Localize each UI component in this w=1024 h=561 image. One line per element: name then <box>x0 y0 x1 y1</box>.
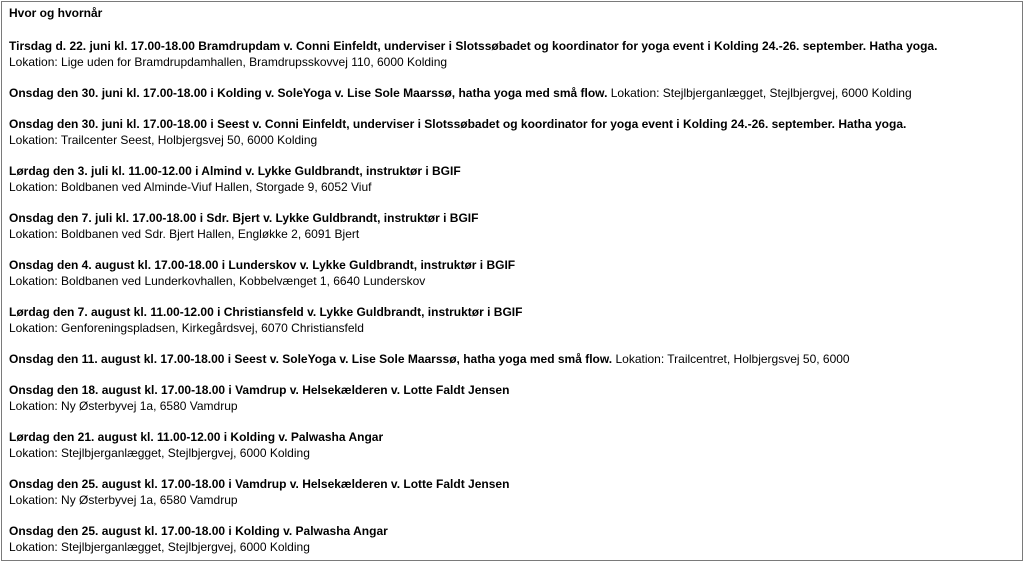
event-title: Onsdag den 7. juli kl. 17.00-18.00 i Sdr. Bjert v. Lykke Guldbrandt, instruktør i BGIF <box>9 211 479 225</box>
event-item <box>9 429 1022 461</box>
event-location: Lokation: Trailcentret, Holbjergsvej 50, 6000 <box>615 352 850 366</box>
event-location: Lokation: Stejlbjerganlægget, Stejlbjergvej, 6000 Kolding <box>610 86 912 100</box>
schedule-document <box>1 1 1023 561</box>
event-item <box>9 351 1022 367</box>
event-title: Onsdag den 4. august kl. 17.00-18.00 i Lunderskov v. Lykke Guldbrandt, instruktør i BGIF <box>9 258 516 272</box>
event-item <box>9 163 1022 195</box>
event-item <box>9 210 1022 242</box>
event-location: Lokation: Lige uden for Bramdrupdamhallen, Bramdrupsskovvej 110, 6000 Kolding <box>9 55 448 69</box>
event-title: Onsdag den 25. august kl. 17.00-18.00 i Kolding v. Palwasha Angar <box>9 524 388 538</box>
event-title: Lørdag den 7. august kl. 11.00-12.00 i Christiansfeld v. Lykke Guldbrandt, instruktør i BGIF <box>9 305 523 319</box>
event-item <box>9 38 1022 70</box>
event-item <box>9 257 1022 289</box>
event-location: Lokation: Ny Østerbyvej 1a, 6580 Vamdrup <box>9 493 238 507</box>
event-title: Onsdag den 18. august kl. 17.00-18.00 i Vamdrup v. Helsekælderen v. Lotte Faldt Jensen <box>9 383 510 397</box>
event-location: Lokation: Boldbanen ved Alminde-Viuf Hallen, Storgade 9, 6052 Viuf <box>9 180 372 194</box>
event-item <box>9 85 1022 101</box>
event-location: Lokation: Trailcenter Seest, Holbjergsvej 50, 6000 Kolding <box>9 133 318 147</box>
event-title: Onsdag den 30. juni kl. 17.00-18.00 i Seest v. Conni Einfeldt, underviser i Slotssøbadet og koordinator for yoga event i Kolding 24.-26. september. Hatha yoga. <box>9 117 907 131</box>
event-location: Lokation: Boldbanen ved Sdr. Bjert Hallen, Engløkke 2, 6091 Bjert <box>9 227 360 241</box>
event-item <box>9 523 1022 555</box>
event-title: Onsdag den 11. august kl. 17.00-18.00 i Seest v. SoleYoga v. Lise Sole Maarssø, hatha yoga med små flow. <box>9 352 613 366</box>
event-title: Onsdag den 25. august kl. 17.00-18.00 i Vamdrup v. Helsekælderen v. Lotte Faldt Jensen <box>9 477 510 491</box>
page-title: Hvor og hvornår <box>9 6 103 20</box>
event-title: Tirsdag d. 22. juni kl. 17.00-18.00 Bramdrupdam v. Conni Einfeldt, underviser i Slotssøbadet og koordinator for yoga event i Kolding 24.-26. september. Hatha yoga. <box>9 39 938 53</box>
event-location: Lokation: Boldbanen ved Lunderkovhallen, Kobbelvænget 1, 6640 Lunderskov <box>9 274 426 288</box>
event-location: Lokation: Stejlbjerganlægget, Stejlbjergvej, 6000 Kolding <box>9 446 310 460</box>
event-item <box>9 476 1022 508</box>
event-item <box>9 116 1022 148</box>
event-location: Lokation: Genforeningspladsen, Kirkegårdsvej, 6070 Christiansfeld <box>9 321 364 335</box>
event-item <box>9 304 1022 336</box>
event-location: Lokation: Ny Østerbyvej 1a, 6580 Vamdrup <box>9 399 238 413</box>
event-title: Lørdag den 3. juli kl. 11.00-12.00 i Almind v. Lykke Guldbrandt, instruktør i BGIF <box>9 164 461 178</box>
event-location: Lokation: Stejlbjerganlægget, Stejlbjergvej, 6000 Kolding <box>9 540 310 554</box>
event-title: Onsdag den 30. juni kl. 17.00-18.00 i Kolding v. SoleYoga v. Lise Sole Maarssø, hatha yoga med små flow. <box>9 86 608 100</box>
event-title: Lørdag den 21. august kl. 11.00-12.00 i Kolding v. Palwasha Angar <box>9 430 384 444</box>
event-item <box>9 382 1022 414</box>
